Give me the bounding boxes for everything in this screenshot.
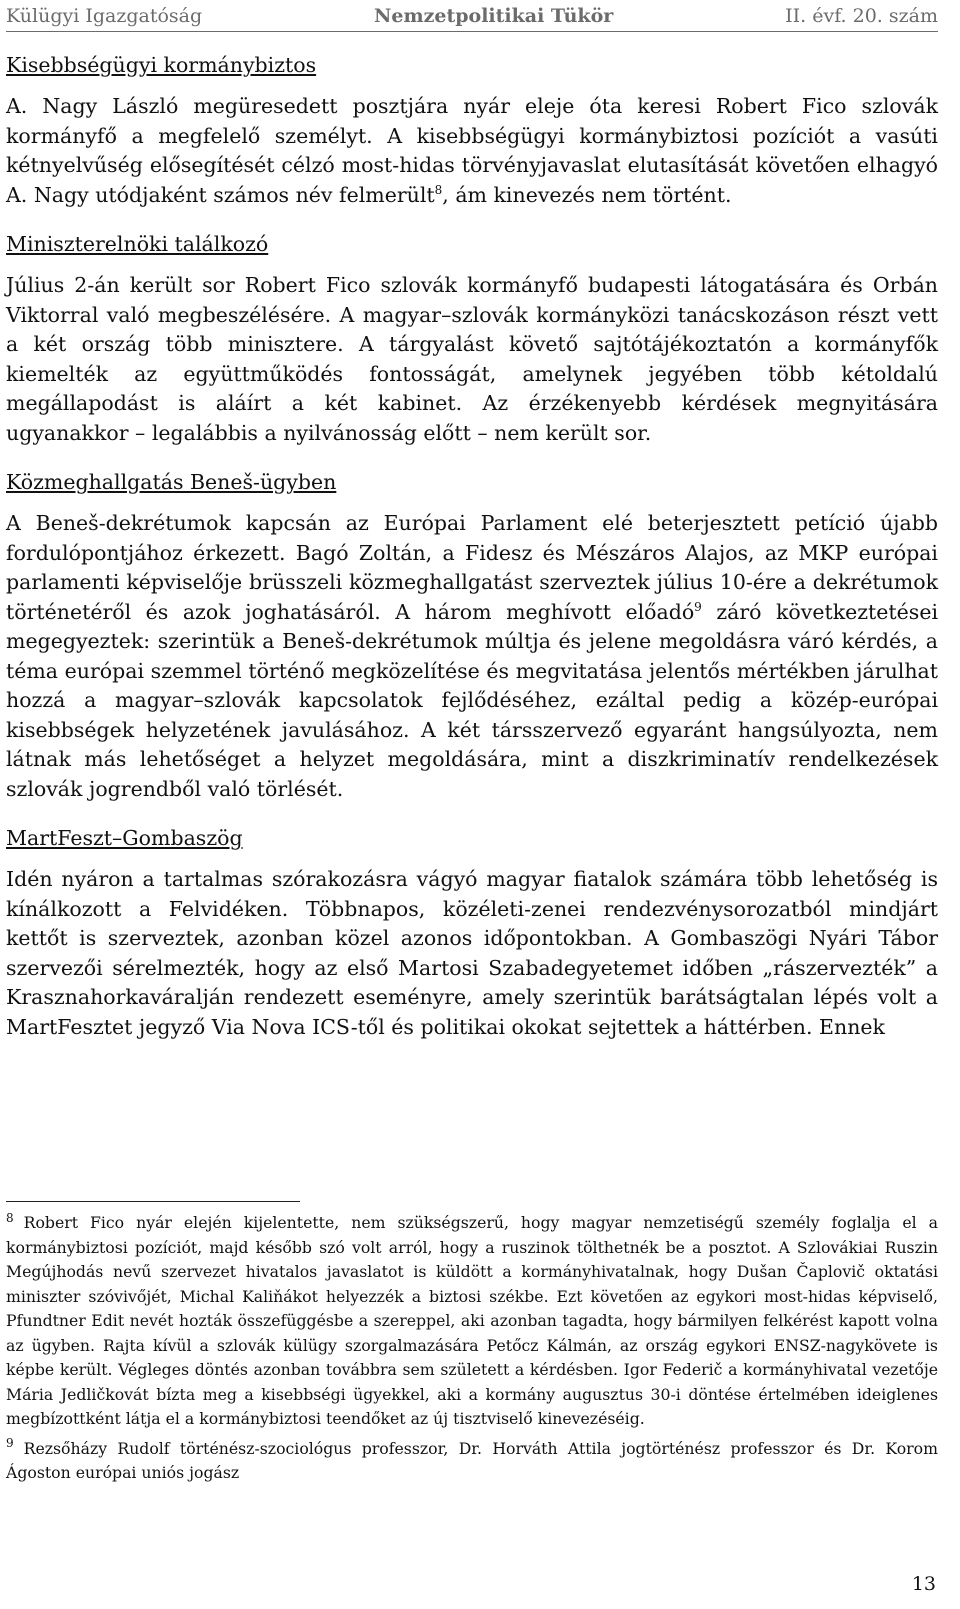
paragraph-text: A. Nagy László megüresedett posztjára nyár eleje óta keresi Robert Fico szlovák kormányfő a megfelelő személyt. A kisebbségügyi kormánybiztosi pozíciót a vasúti kétnyelvűség elősegítését célzó most-hidas törvényjavaslat elutasítását követően elhagyó A. Nagy utódjaként számos név felmerült	[6, 94, 938, 207]
section-title-miniszterelnoki: Miniszterelnöki találkozó	[6, 232, 269, 256]
page-number: 13	[911, 1573, 936, 1595]
footnote-text: Robert Fico nyár elején kijelentette, nem szükségszerű, hogy magyar nemzetiségű személy foglalja el a kormánybiztosi pozíciót, majd később szó volt arról, hogy a ruszinok tölthetnék be a posztot. A Szlovákiai Ruszin Megújhodás nevű szervezet hivatalos javaslatot is küldött a kormányhivatalnak, hogy Dušan Čaplovič oktatási miniszter szóvivőjét, Michal Kaliňákot helyezzék a biztosi székbe. Ezt követően az egykori most-hidas képviselő, Pfundtner Edit nevét hozták összefüggésbe a szereppel, aki azonban tagadta, hogy bármilyen felkérést kapott volna az ügyben. Rajta kívül a szlovák külügy szorgalmazására Petőcz Kálmán, az ország egykori ENSZ-nagykövete is képbe került. Végleges döntés azonban továbbra sem született a kérdésben. Igor Federič a kormányhivatal vezetője Mária Jedličkovát bízta meg a kisebbségi ügyekkel, aki a kormány augusztus 30-i döntése értelmében ideiglenes megbízottként látja el a kormánybiztosi teendőket az új tisztviselő kinevezéséig.	[6, 1213, 938, 1428]
article-body	[6, 50, 938, 1042]
footnote-9	[6, 1437, 938, 1486]
footnotes	[6, 1211, 938, 1486]
section-paragraph-martfeszt: Idén nyáron a tartalmas szórakozásra vágyó magyar fiatalok számára több lehetőség is kínálkozott a Felvidéken. Többnapos, közéleti-zenei rendezvénysorozatból mindjárt kettőt is szerveztek, azonban közel azonos időpontokban. A Gombaszögi Nyári Tábor szervezői sérelmezték, hogy az első Martosi Szabadegyetemet időben „rászervezték” a Krasznahorkaváralján rendezett eseményre, amely szerintük barátságtalan lépés volt a MartFesztet jegyző Via Nova ICS-től és politikai okokat sejtettek a háttérben. Ennek	[6, 867, 938, 1039]
footnote-number: 9	[6, 1436, 14, 1451]
header-organization: Külügyi Igazgatóság	[6, 5, 203, 27]
footnote-text: Rezsőházy Rudolf történész-szociológus professzor, Dr. Horváth Attila jogtörténész professzor és Dr. Korom Ágoston európai uniós jogász	[6, 1438, 938, 1482]
paragraph-text: A Beneš-dekrétumok kapcsán az Európai Parlament elé beterjesztett petíció újabb fordulópontjához érkezett. Bagó Zoltán, a Fidesz és Mészáros Alajos, az MKP európai parlamenti képviselője brüsszeli közmeghallgatást szerveztek július 10-ére a dekrétumok történetéről és azok joghatásáról. A három meghívott előadó	[6, 511, 938, 624]
running-header	[6, 0, 938, 32]
section-title-benes: Közmeghallgatás Beneš-ügyben	[6, 470, 337, 494]
paragraph-text: záró következtetései megegyeztek: szerintük a Beneš-dekrétumok múltja és jelene megoldásra váró kérdés, a téma európai szemmel történő megközelítése és megvitatása jelentős mértékben járulhat hozzá a magyar–szlovák kapcsolatok fejlődéséhez, ezáltal pedig a közép-európai kisebbségek helyzetének javulásához. A két társszervező egyaránt hangsúlyozta, nem látnak más lehetőséget a helyzet megoldására, mint a diszkriminatív rendelkezések szlovák jogrendből való törlését.	[6, 599, 939, 801]
header-issue: II. évf. 20. szám	[785, 5, 938, 27]
footnote-ref-9[interactable]: 9	[694, 599, 702, 614]
footnote-8	[6, 1211, 938, 1432]
section-title-martfeszt: MartFeszt–Gombaszög	[6, 826, 243, 850]
section-paragraph-benes	[6, 509, 938, 804]
footnote-separator	[6, 1201, 300, 1202]
section-paragraph-kormanybiztos	[6, 92, 938, 210]
footnote-number: 8	[6, 1210, 14, 1225]
paragraph-text: , ám kinevezés nem történt.	[442, 182, 732, 207]
section-title-kormanybiztos: Kisebbségügyi kormánybiztos	[6, 53, 317, 77]
section-paragraph-miniszterelnoki: Július 2-án került sor Robert Fico szlovák kormányfő budapesti látogatására és Orbán Viktorral való megbeszélésére. A magyar–szlovák kormányközi tanácskozáson részt vett a két ország több minisztere. A tárgyalást követő sajtótájékoztatón a kormányfők kiemelték az együttműködés fontosságát, amelynek jegyében több kétoldalú megállapodást is aláírt a két kabinet. Az érzékenyebb kérdések megnyitására ugyanakkor – legalábbis a nyilvánosság előtt – nem került sor.	[6, 273, 938, 445]
footnote-ref-8[interactable]: 8	[434, 182, 443, 197]
header-rule	[6, 31, 938, 32]
header-publication-title: Nemzetpolitikai Tükör	[374, 5, 614, 27]
